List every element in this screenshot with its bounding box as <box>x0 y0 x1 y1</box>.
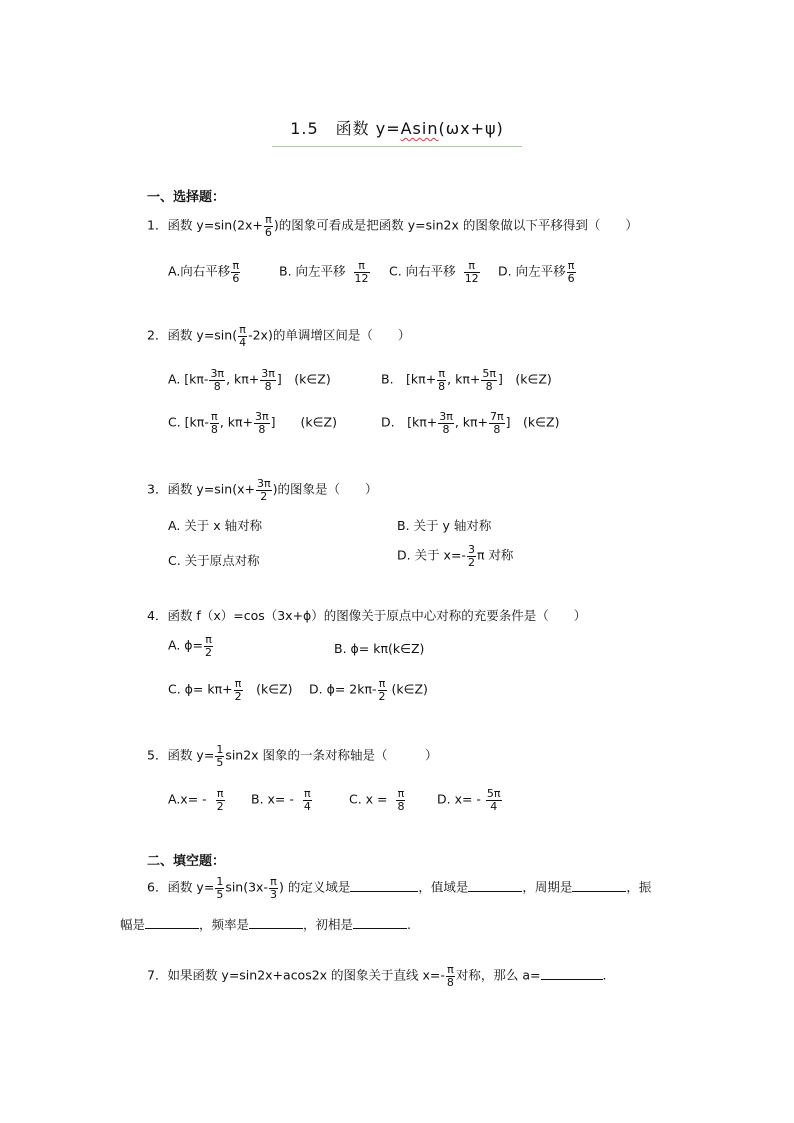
option-fraction <box>467 544 476 568</box>
option-text: D. x= - <box>437 791 481 807</box>
frac-den: 5 <box>216 755 224 769</box>
option-fraction <box>438 411 454 435</box>
frac-num: 3π <box>439 410 453 423</box>
frac-num: π <box>397 787 405 800</box>
blank-frequency[interactable] <box>249 916 303 929</box>
option-fraction <box>378 678 387 702</box>
frac-num: π <box>234 677 242 690</box>
frac-num: π <box>464 260 480 273</box>
q6-fraction-2 <box>269 876 278 900</box>
option-text: D. 关于 x=- <box>397 547 466 563</box>
q7-pre: 7．如果函数 y=sin2x+acos2x 的图象关于直线 x=- <box>147 967 445 983</box>
frac-num: π <box>265 213 272 226</box>
option-fraction <box>216 788 225 812</box>
q6-mid: sin(3x- <box>225 879 268 895</box>
frac-num: 5π <box>482 367 496 380</box>
frac-num: π <box>270 875 277 888</box>
frac-den: 6 <box>232 271 240 285</box>
question-4: 4．函数 f（x）=cos（3x+ϕ）的图像关于原点中心对称的充要条件是（ ） <box>147 608 587 623</box>
q2-fraction <box>238 324 247 348</box>
option-text: ] (k∈Z) <box>497 371 552 387</box>
q6-text: ，频率是 <box>199 917 250 932</box>
title-underline <box>272 146 522 147</box>
q6-pre: 6．函数 y= <box>147 879 215 895</box>
option-text: C. 向右平移 <box>389 263 456 279</box>
q5-option-c[interactable] <box>349 788 406 812</box>
option-text: B. 向左平移 <box>279 263 346 279</box>
frac-num: π <box>304 787 311 800</box>
title-asin: Asin <box>400 119 439 138</box>
option-text: , kπ+ <box>454 414 489 430</box>
option-fraction <box>204 634 213 658</box>
frac-den: 8 <box>264 379 272 393</box>
q6-text: 幅是 <box>120 917 146 932</box>
q6-text: ) 的定义域是 <box>278 879 351 895</box>
frac-num: π <box>447 963 454 976</box>
frac-num: π <box>232 259 240 272</box>
blank-phase[interactable] <box>353 916 407 929</box>
option-text: C. [kπ- <box>168 414 209 430</box>
q6-text: ，周期是 <box>522 879 573 895</box>
q5-option-d[interactable] <box>437 788 503 812</box>
option-fraction <box>234 678 243 702</box>
title-suffix: (ωx+ψ) <box>438 119 504 138</box>
frac-den: 4 <box>303 799 311 813</box>
option-text: A.向右平移 <box>168 263 231 279</box>
option-fraction <box>437 368 446 392</box>
q4-option-c[interactable] <box>168 678 293 702</box>
blank-period[interactable] <box>572 879 626 892</box>
frac-den: 8 <box>446 975 454 989</box>
q6-fraction-1 <box>215 876 224 900</box>
option-fraction <box>486 788 502 812</box>
option-text: A. ϕ= <box>168 637 203 653</box>
q3-option-d[interactable] <box>397 544 513 568</box>
q2-post: -2x)的单调增区间是（ ） <box>248 327 411 343</box>
q4-option-d[interactable] <box>309 678 428 702</box>
option-text: C. x = <box>349 791 388 807</box>
question-6-line-2 <box>120 915 411 933</box>
q7-post: 对称，那么 a= <box>455 967 541 983</box>
q1-fraction <box>264 214 273 238</box>
q3-option-c[interactable]: C. 关于原点对称 <box>168 553 260 568</box>
option-text: B. x= - <box>251 791 294 807</box>
question-3 <box>147 478 377 502</box>
frac-num: π <box>354 260 370 273</box>
q1-option-a[interactable] <box>168 260 241 284</box>
q3-pre: 3．函数 y=sin(x+ <box>147 481 255 497</box>
question-7 <box>147 964 607 988</box>
option-text: , kπ+ <box>226 371 260 387</box>
frac-den: 5 <box>216 887 224 901</box>
option-text: (k∈Z) <box>243 681 293 697</box>
frac-num: 3π <box>255 410 269 423</box>
q7-end: . <box>602 967 607 983</box>
q2-option-d[interactable] <box>381 411 559 435</box>
blank-range[interactable] <box>468 879 522 892</box>
q2-option-a[interactable] <box>168 368 331 392</box>
q3-option-a[interactable]: A. 关于 x 轴对称 <box>168 518 263 533</box>
frac-den: 3 <box>269 887 277 901</box>
frac-den: 8 <box>438 379 446 393</box>
blank-amplitude[interactable] <box>145 916 199 929</box>
frac-den: 6 <box>567 271 575 285</box>
q4-option-a[interactable] <box>168 634 214 658</box>
frac-num: 1 <box>216 743 224 756</box>
option-fraction <box>303 788 312 812</box>
q6-text: . <box>407 917 412 932</box>
frac-num: 1 <box>216 875 224 888</box>
frac-den: 2 <box>234 689 242 703</box>
q6-text: ，振 <box>626 879 652 895</box>
q1-option-c[interactable] <box>389 260 481 284</box>
option-text: C. ϕ= kπ+ <box>168 681 233 697</box>
option-text: ] (k∈Z) <box>505 414 560 430</box>
frac-num: 7π <box>490 410 504 423</box>
option-text: ] (k∈Z) <box>276 371 331 387</box>
q2-pre: 2．函数 y=sin( <box>147 327 238 343</box>
frac-den: 8 <box>210 422 218 436</box>
option-text: D. ϕ= 2kπ- <box>309 681 377 697</box>
q5-pre: 5．函数 y= <box>147 747 215 763</box>
frac-num: 3 <box>467 543 475 556</box>
q1-pre: 1．函数 y=sin(2x+ <box>147 217 263 233</box>
q5-option-a[interactable] <box>168 788 226 812</box>
option-fraction <box>209 368 225 392</box>
option-text: π 对称 <box>476 547 514 563</box>
frac-den: 4 <box>490 799 498 813</box>
option-fraction <box>481 368 497 392</box>
option-fraction <box>210 411 219 435</box>
q3-fraction <box>256 478 272 502</box>
option-text: A. [kπ- <box>168 371 209 387</box>
question-6 <box>147 876 651 900</box>
q1-option-b[interactable] <box>279 260 371 284</box>
frac-den: 8 <box>397 799 405 813</box>
option-fraction <box>464 260 480 284</box>
q7-fraction <box>446 964 455 988</box>
option-fraction <box>354 260 370 284</box>
q1-option-d[interactable] <box>498 260 577 284</box>
page-title <box>0 116 794 139</box>
q3-option-b[interactable]: B. 关于 y 轴对称 <box>397 518 492 533</box>
option-fraction <box>396 788 405 812</box>
q2-option-c[interactable] <box>168 411 337 435</box>
title-prefix: 1.5 函数 y= <box>290 119 401 138</box>
q2-option-b[interactable] <box>381 368 552 392</box>
q6-text: ，初相是 <box>303 917 354 932</box>
frac-den: 12 <box>464 271 479 285</box>
frac-num: π <box>239 323 246 336</box>
option-text: (k∈Z) <box>387 681 428 697</box>
frac-den: 8 <box>485 379 493 393</box>
question-2 <box>147 324 410 348</box>
frac-den: 8 <box>442 422 450 436</box>
frac-num: π <box>567 259 575 272</box>
blank-a-value[interactable] <box>541 967 603 980</box>
q6-text: ，值域是 <box>418 879 469 895</box>
frac-den: 2 <box>378 689 386 703</box>
frac-num: 3π <box>256 477 271 490</box>
frac-num: 3π <box>210 367 225 380</box>
frac-num: 3π <box>261 367 275 380</box>
option-text: , kπ+ <box>447 371 481 387</box>
section-choice: 一、选择题： <box>147 190 226 205</box>
q5-option-b[interactable] <box>251 788 313 812</box>
q5-fraction <box>215 744 224 768</box>
option-text: ] (k∈Z) <box>270 414 337 430</box>
option-text: , kπ+ <box>219 414 254 430</box>
q5-post: sin2x 图象的一条对称轴是（ ） <box>225 747 438 763</box>
frac-den: 12 <box>354 271 369 285</box>
q4-option-b[interactable]: B. ϕ= kπ(k∈Z) <box>334 641 425 656</box>
frac-den: 2 <box>216 799 224 813</box>
option-text: B. [kπ+ <box>381 371 437 387</box>
option-text: D. 向左平移 <box>498 263 566 279</box>
frac-den: 8 <box>213 379 221 393</box>
question-5 <box>147 744 438 768</box>
frac-num: π <box>216 787 224 800</box>
section-fill: 二、填空题： <box>147 854 226 869</box>
frac-den: 6 <box>264 225 272 239</box>
option-fraction <box>489 411 505 435</box>
blank-domain[interactable] <box>350 879 418 892</box>
option-text: D. [kπ+ <box>381 414 438 430</box>
frac-num: π <box>205 633 212 646</box>
q3-post: )的图象是（ ） <box>272 481 378 497</box>
frac-den: 2 <box>260 489 268 503</box>
frac-den: 8 <box>258 422 266 436</box>
frac-num: π <box>378 677 386 690</box>
option-fraction <box>254 411 270 435</box>
frac-den: 2 <box>467 555 475 569</box>
frac-num: π <box>211 410 218 423</box>
frac-num: 5π <box>486 787 501 800</box>
frac-den: 4 <box>239 335 247 349</box>
option-text: A.x= - <box>168 791 207 807</box>
option-fraction <box>567 260 576 284</box>
q1-post: )的图象可看成是把函数 y=sin2x 的图象做以下平移得到（ ） <box>273 217 638 233</box>
frac-num: π <box>438 367 445 380</box>
frac-den: 2 <box>205 645 212 659</box>
option-fraction <box>260 368 276 392</box>
option-fraction <box>231 260 240 284</box>
frac-den: 8 <box>493 422 501 436</box>
question-1 <box>147 214 638 238</box>
